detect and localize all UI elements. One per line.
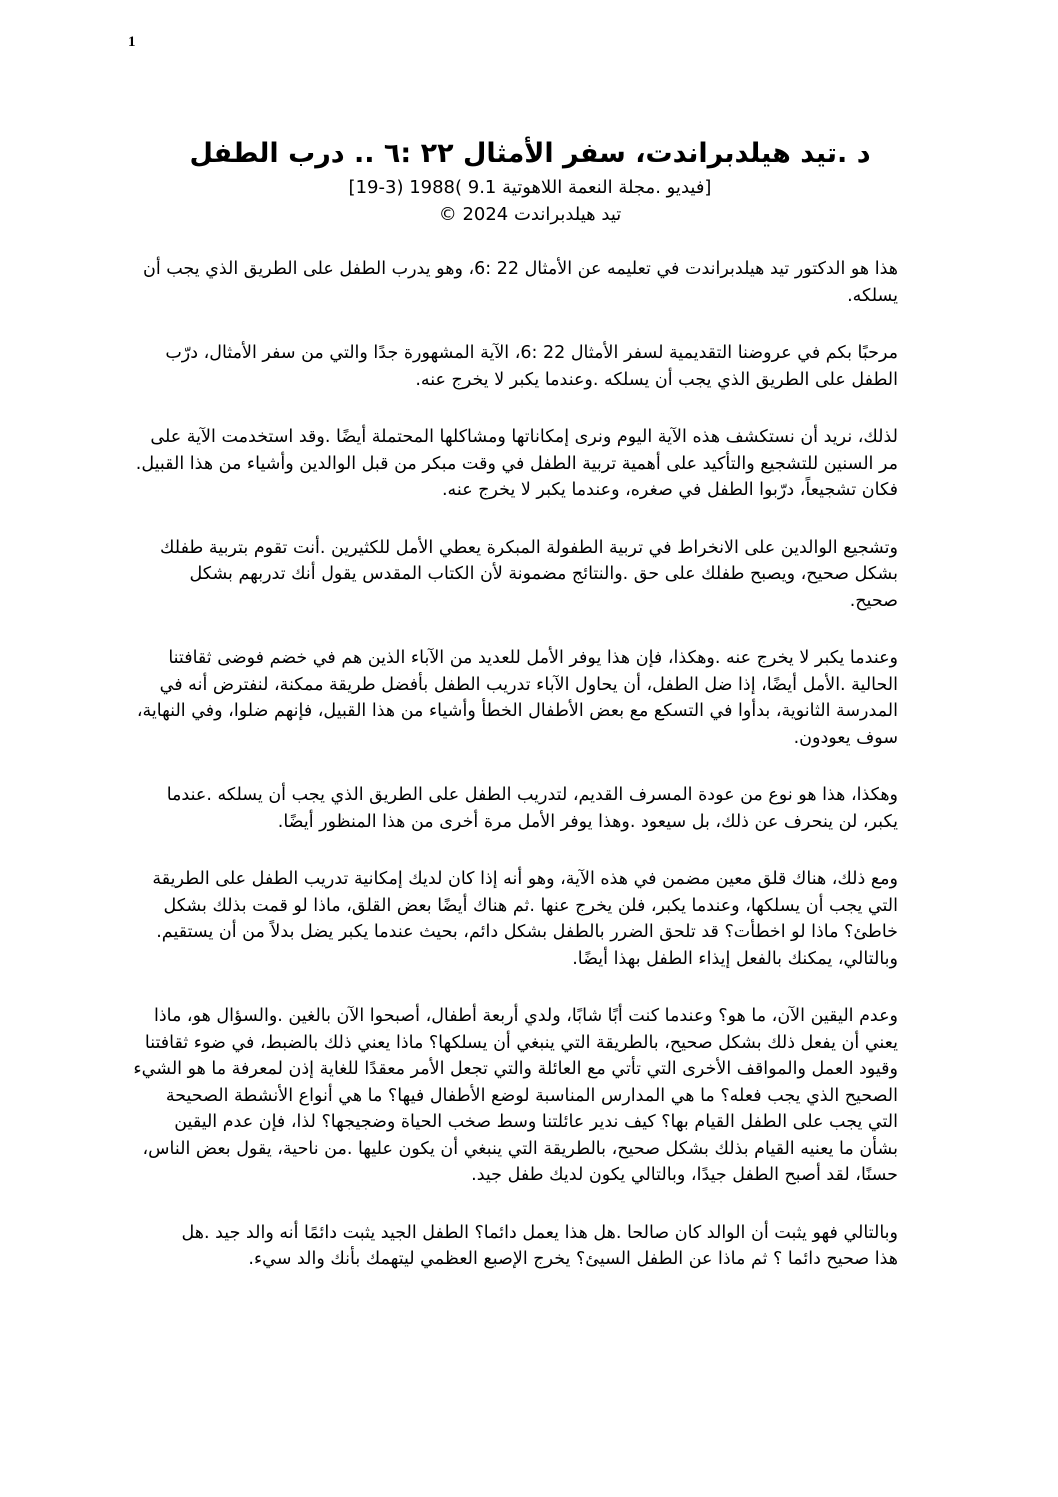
paragraph [128, 424, 898, 504]
text-line: بشكل صحيح، ويصبح طفلك على حق .والنتائج مضمونة لأن الكتاب المقدس يقول أنك تدربهم بشكل [189, 564, 898, 584]
text-line: يسلكه. [847, 285, 898, 306]
paragraph [128, 340, 898, 393]
text-line: وقيود العمل والمواقف الأخرى التي تأتي مع العائلة والتي تجعل الأمر معقدًا للغاية إذن لمعرفة ما هو الشيء [133, 1059, 898, 1079]
text-line: خاطئ؟ ماذا لو اخطأت؟ قد تلحق الضرر بالطفل بشكل دائم، بحيث عندما يكبر يضل بدلاً من أن يستقيم. [156, 922, 898, 942]
text-line: يعني أن يفعل ذلك بشكل صحيح، بالطريقة التي ينبغي أن يسلكها؟ ماذا يعني ذلك بالضبط، في ضوء ثقافتنا [144, 1032, 898, 1053]
text-line: مرحبًا بكم في عروضنا التقديمية لسفر الأمثال 22 :6، الآية المشهورة جدًا والتي من سفر الأمثال، درّب [165, 343, 898, 363]
text-line: المدرسة الثانوية، بدأوا في التسكع مع بعض الأطفال الخطأ وأشياء من هذا القبيل، فإنهم ضلوا، وفي النهاية، [136, 701, 898, 721]
text-line: وبالتالي فهو يثبت أن الوالد كان صالحا .هل هذا يعمل دائما؟ الطفل الجيد يثبت دائمًا أنه والد جيد .هل [181, 1222, 898, 1243]
text-line: يكبر، لن ينحرف عن ذلك، بل سيعود .وهذا يوفر الأمل مرة أخرى من هذا المنظور أيضًا. [277, 811, 898, 832]
paragraph [128, 866, 898, 972]
page-number: 1 [128, 34, 136, 50]
text-line: الطفل على الطريق الذي يجب أن يسلكه .وعندما يكبر لا يخرج عنه. [415, 369, 898, 390]
text-line: الحالية .الأمل أيضًا، إذا ضل الطفل، أن يحاول الآباء تدريب الطفل بأفضل طريقة ممكنة، لنفترض أنه في [159, 674, 898, 695]
text-line: الصحيح الذي يجب فعله؟ ما هي المدارس المناسبة لوضع الأطفال فيها؟ ما هي أنواع الأنشطة الصحيحة [165, 1085, 898, 1106]
paragraph [128, 1220, 898, 1273]
paragraph [128, 256, 898, 309]
paragraph [128, 782, 898, 835]
text-line: وبالتالي، يمكنك بالفعل إيذاء الطفل بهذا أيضًا. [572, 948, 898, 969]
document-header [120, 134, 940, 228]
text-line: وتشجيع الوالدين على الانخراط في تربية الطفولة المبكرة يعطي الأمل للكثيرين .أنت تقوم بتربية طفلك [160, 537, 898, 558]
paragraph [128, 645, 898, 751]
text-line: حسنًا، لقد أصبح الطفل جيدًا، وبالتالي يكون لديك طفل جيد. [471, 1165, 898, 1185]
text-line: وعدم اليقين الآن، ما هو؟ وعندما كنت أبًا شابًا، ولدي أربعة أطفال، أصبحوا الآن بالغين .والسؤال هو، ماذا [154, 1006, 898, 1026]
paragraph [128, 1003, 898, 1189]
text-line: هذا هو الدكتور تيد هيلدبراندت في تعليمه عن الأمثال 22 :6، وهو يدرب الطفل على الطريق الذي يجب أن [142, 259, 898, 279]
document-title: د .تيد هيلدبراندت، سفر الأمثال ٢٢ :٦ .. درب الطفل [189, 138, 871, 169]
text-line: التي يجب على الطفل القيام بها؟ كيف ندير عائلتنا وسط صخب الحياة وضجيجها؟ لذا، فإن عدم اليقين [174, 1112, 898, 1132]
text-line: وهكذا، هذا هو نوع من عودة المسرف القديم، لتدريب الطفل على الطريق الذي يجب أن يسلكه .عندما [166, 785, 898, 805]
text-line: فكان تشجيعاً، درّبوا الطفل في صغره، وعندما يكبر لا يخرج عنه. [441, 480, 898, 500]
text-line: لذلك، نريد أن نستكشف هذه الآية اليوم ونرى إمكاناتها ومشاكلها المحتملة أيضًا .وقد استخدمت الآية على [150, 427, 898, 447]
text-line: مر السنين للتشجيع والتأكيد على أهمية تربية الطفل في وقت مبكر من قبل الوالدين وأشياء من هذا القبيل. [135, 453, 898, 474]
text-line: صحيح. [849, 590, 898, 611]
text-line: التي يجب أن يسلكها، وعندما يكبر، فلن يخرج عنها .ثم هناك أيضًا بعض القلق، ماذا لو قمت بذلك بشكل [163, 895, 898, 916]
text-line: هذا صحيح دائما ؟ ثم ماذا عن الطفل السيئ؟ يخرج الإصبع العظمي ليتهمك بأنك والد سيء. [248, 1249, 898, 1269]
text-line: سوف يعودون. [793, 727, 898, 748]
document-body [128, 256, 898, 1304]
paragraph [128, 535, 898, 615]
text-line: بشأن ما يعنيه القيام بذلك بشكل صحيح، بالطريقة التي ينبغي أن يكون عليها .من ناحية، يقول بعض الناس، [142, 1138, 898, 1159]
text-line: وعندما يكبر لا يخرج عنه .وهكذا، فإن هذا يوفر الأمل للعديد من الآباء الذين هم في خضم فوضى ثقافتنا [168, 648, 898, 668]
text-line: ومع ذلك، هناك قلق معين مضمن في هذه الآية، وهو أنه إذا كان لديك إمكانية تدريب الطفل على الطريقة [152, 869, 898, 889]
document-source: [فيديو .مجلة النعمة اللاهوتية 9.1 )1988 (3-19] [348, 177, 712, 198]
copyright-notice: تيد هيلدبراندت 2024 © [438, 204, 622, 225]
